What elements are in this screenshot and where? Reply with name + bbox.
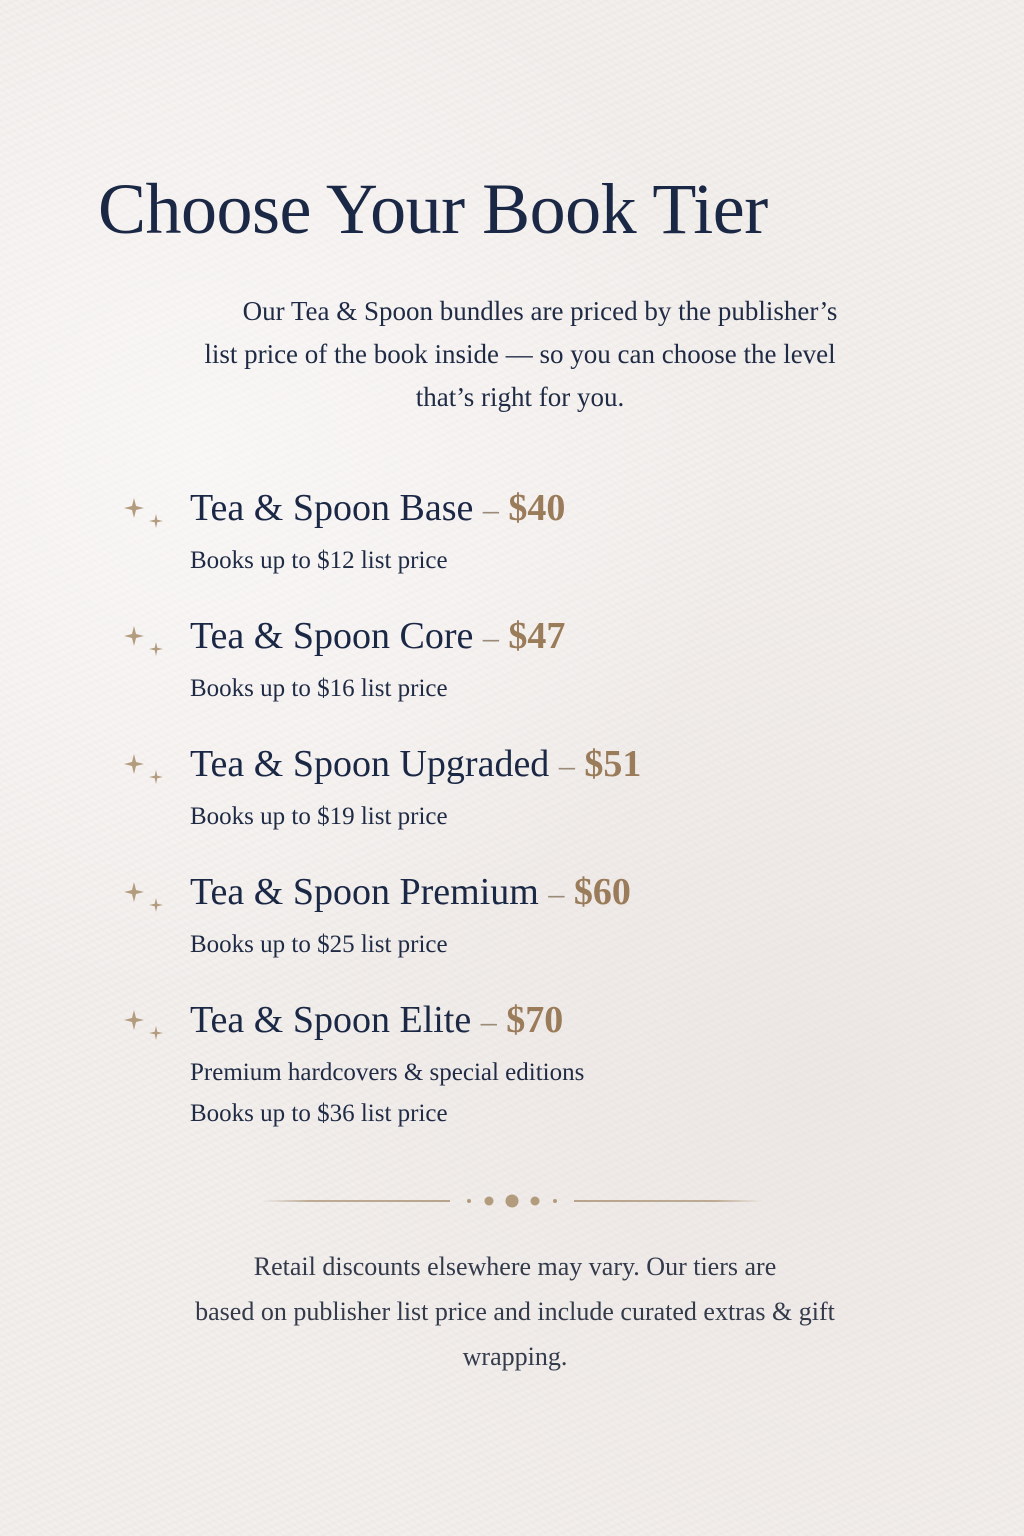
tier-description: Books up to $16 list price: [190, 675, 448, 702]
footer-line: Retail discounts elsewhere may vary. Our tiers are: [253, 1252, 777, 1281]
tier-price: $40: [508, 487, 566, 529]
intro-line: that’s right for you.: [415, 382, 625, 412]
sparkle-icon: [120, 620, 170, 660]
tier-heading: [190, 996, 563, 1045]
tier-heading: [190, 740, 641, 789]
tier-description: Books up to $19 list price: [190, 803, 448, 830]
intro-line: list price of the book inside — so you can choose the level: [204, 339, 836, 369]
sparkle-icon: [120, 748, 170, 788]
tier-item-core: [120, 612, 940, 740]
tier-separator: –: [548, 875, 565, 911]
tier-item-elite: [120, 996, 940, 1156]
tier-separator: –: [558, 747, 575, 783]
tier-item-upgraded: [120, 740, 940, 868]
tier-item-premium: [120, 868, 940, 996]
tier-price: $60: [573, 871, 631, 913]
sparkle-icon: [120, 876, 170, 916]
intro-paragraph: [110, 290, 930, 419]
sparkle-icon: [120, 1004, 170, 1044]
tier-price: $51: [584, 743, 642, 785]
ornamental-divider: [262, 1186, 762, 1216]
tier-heading: [190, 612, 565, 661]
tier-separator: –: [482, 619, 499, 655]
tier-description: [190, 1052, 584, 1134]
tier-name: Tea & Spoon Core: [190, 615, 474, 657]
page-title: Choose Your Book Tier: [98, 169, 768, 249]
tier-description: Books up to $25 list price: [190, 931, 448, 958]
tier-item-base: [120, 484, 940, 612]
tier-name: Tea & Spoon Upgraded: [190, 743, 550, 785]
tier-description: Books up to $12 list price: [190, 547, 448, 574]
footer-note: [100, 1244, 930, 1379]
sparkle-icon: [120, 492, 170, 532]
footer-line: wrapping.: [462, 1342, 568, 1371]
footer-line: based on publisher list price and include curated extras & gift: [195, 1297, 835, 1326]
tier-heading: [190, 868, 631, 917]
tier-detail-line: Books up to $36 list price: [190, 1100, 448, 1127]
tier-list: [120, 484, 940, 1156]
tier-name: Tea & Spoon Base: [190, 487, 474, 529]
tier-price: $70: [506, 999, 564, 1041]
tier-heading: [190, 484, 565, 533]
tier-name: Tea & Spoon Premium: [190, 871, 539, 913]
tier-separator: –: [480, 1003, 497, 1039]
tier-price: $47: [508, 615, 566, 657]
tier-separator: –: [482, 491, 499, 527]
tier-detail-line: Premium hardcovers & special editions: [190, 1059, 585, 1086]
intro-line: Our Tea & Spoon bundles are priced by the publisher’s: [242, 296, 838, 326]
tier-name: Tea & Spoon Elite: [190, 999, 472, 1041]
